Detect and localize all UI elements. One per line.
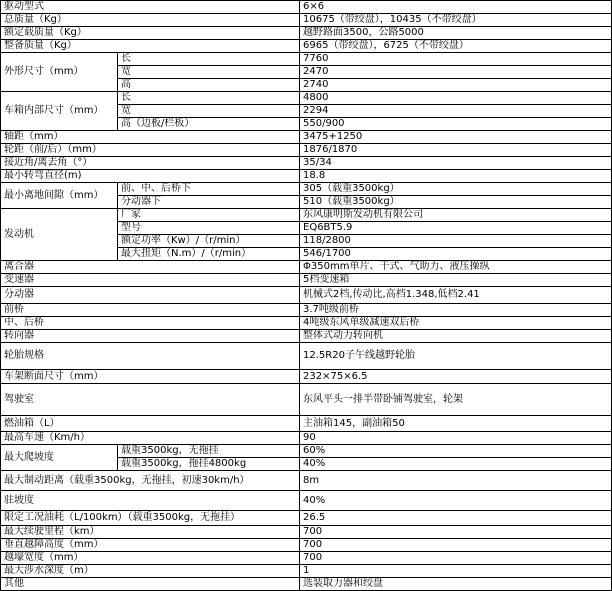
table-row	[1, 416, 612, 432]
table-row	[1, 157, 612, 170]
obstacle-height-label: 垂直越障高度（mm）	[1, 539, 300, 552]
table-row	[1, 578, 612, 591]
clearance-axle-value: 305（载重3500kg）	[300, 183, 612, 196]
frame-section-label: 车架断面尺寸（mm）	[1, 370, 300, 384]
mid-rear-axle-value: 4吨级东风单级减速双后桥	[300, 317, 612, 330]
obstacle-height-value: 700	[300, 539, 612, 552]
grade-trailer-label: 载重3500kg，拖挂4800kg	[118, 458, 300, 471]
wheelbase-label: 轴距（mm）	[1, 131, 300, 144]
gross-mass-value: 10675（带绞盘），10435（不带绞盘）	[300, 14, 612, 27]
grade-trailer-value: 40%	[300, 458, 612, 471]
table-row	[1, 539, 612, 552]
track-value: 1876/1870	[300, 144, 612, 157]
gearbox-value: 5档变速箱	[300, 274, 612, 287]
max-speed-label: 最高车速（Km/h）	[1, 432, 300, 445]
gearbox-label: 变速器	[1, 274, 300, 287]
drive-type-value: 6×6	[300, 1, 612, 14]
rated-load-label: 额定载质量（Kg）	[1, 27, 300, 40]
engine-model-label: 型号	[118, 222, 300, 235]
tyres-label: 轮胎规格	[1, 343, 300, 370]
table-row	[1, 445, 612, 458]
cargo-length-label: 长	[118, 92, 300, 105]
mid-rear-axle-label: 中、后桥	[1, 317, 300, 330]
cargo-dims-label: 车箱内部尺寸（mm）	[1, 92, 118, 131]
other-label: 其他	[1, 578, 300, 591]
overall-length-label: 长	[118, 53, 300, 66]
overall-length-value: 7760	[300, 53, 612, 66]
grade-no-trailer-value: 60%	[300, 445, 612, 458]
fording-depth-label: 最大涉水深度（m）	[1, 565, 300, 578]
gross-mass-label: 总质量（Kg）	[1, 14, 300, 27]
table-row	[1, 14, 612, 27]
fording-depth-value: 1	[300, 565, 612, 578]
range-label: 最大续驶里程（km）	[1, 526, 300, 539]
engine-maker-value: 东风康明斯发动机有限公司	[300, 209, 612, 222]
cargo-width-value: 2294	[300, 105, 612, 118]
table-row	[1, 40, 612, 53]
angles-label: 接近角/离去角（°）	[1, 157, 300, 170]
engine-power-value: 118/2800	[300, 235, 612, 248]
clutch-label: 离合器	[1, 261, 300, 274]
table-row	[1, 317, 612, 330]
table-row	[1, 491, 612, 511]
cab-value: 东风平头一排半带卧铺驾驶室，轮架	[300, 384, 612, 416]
track-label: 轮距（前/后）（mm）	[1, 144, 300, 157]
clearance-transfer-value: 510（载重3500kg）	[300, 196, 612, 209]
engine-power-label: 额定功率（Kw）/（r/min）	[118, 235, 300, 248]
max-speed-value: 90	[300, 432, 612, 445]
table-row	[1, 274, 612, 287]
engine-torque-label: 最大扭矩（N.m）/（r/min）	[118, 248, 300, 261]
table-row	[1, 209, 612, 222]
table-row	[1, 370, 612, 384]
clutch-value: Φ350mm单片、干式、气助力、液压操纵	[300, 261, 612, 274]
table-row	[1, 53, 612, 66]
other-value: 选装取力器和绞盘	[300, 578, 612, 591]
engine-label: 发动机	[1, 209, 118, 261]
transfer-case-value: 机械式2档,传动比,高档1.348,低档2.41	[300, 287, 612, 304]
turning-diameter-label: 最小转弯直径(m)	[1, 170, 300, 183]
drive-type-label: 驱动型式	[1, 1, 300, 14]
cargo-width-label: 宽	[118, 105, 300, 118]
front-axle-label: 前桥	[1, 304, 300, 317]
engine-maker-label: 厂家	[118, 209, 300, 222]
parking-grade-value: 40%	[300, 491, 612, 511]
frame-section-value: 232×75×6.5	[300, 370, 612, 384]
table-row	[1, 384, 612, 416]
overall-width-value: 2470	[300, 66, 612, 79]
overall-dims-label: 外形尺寸（mm）	[1, 53, 118, 92]
table-row	[1, 565, 612, 578]
overall-height-value: 2740	[300, 79, 612, 92]
table-row	[1, 27, 612, 40]
engine-model-value: EQ6BT5.9	[300, 222, 612, 235]
fuel-consumption-label: 限定工况油耗（L/100km）（载重3500kg，无拖挂）	[1, 511, 300, 526]
gradeability-label: 最大爬坡度	[1, 445, 118, 471]
trench-width-value: 700	[300, 552, 612, 565]
table-row	[1, 526, 612, 539]
cab-label: 驾驶室	[1, 384, 300, 416]
wheelbase-value: 3475+1250	[300, 131, 612, 144]
table-row	[1, 261, 612, 274]
angles-value: 35/34	[300, 157, 612, 170]
engine-torque-value: 546/1700	[300, 248, 612, 261]
ground-clearance-label: 最小离地间隙（mm）	[1, 183, 118, 209]
cargo-height-label: 高（边板/栏板）	[118, 118, 300, 131]
table-row	[1, 432, 612, 445]
fuel-consumption-value: 26.5	[300, 511, 612, 526]
range-value: 700	[300, 526, 612, 539]
front-axle-value: 3.7吨级前桥	[300, 304, 612, 317]
trench-width-label: 越壕宽度（mm）	[1, 552, 300, 565]
fuel-tank-value: 主油箱145，副油箱50	[300, 416, 612, 432]
steering-value: 整体式动力转向机	[300, 330, 612, 343]
rated-load-value: 越野路面3500，公路5000	[300, 27, 612, 40]
parking-grade-label: 驻坡度	[1, 491, 300, 511]
table-row	[1, 92, 612, 105]
table-row	[1, 552, 612, 565]
tyres-value: 12.5R20子午线越野轮胎	[300, 343, 612, 370]
table-row	[1, 343, 612, 370]
overall-width-label: 宽	[118, 66, 300, 79]
table-row	[1, 287, 612, 304]
table-row	[1, 304, 612, 317]
transfer-case-label: 分动器	[1, 287, 300, 304]
curb-mass-label: 整备质量（Kg）	[1, 40, 300, 53]
steering-label: 转向器	[1, 330, 300, 343]
overall-height-label: 高	[118, 79, 300, 92]
curb-mass-value: 6965（带绞盘），6725（不带绞盘）	[300, 40, 612, 53]
cargo-length-value: 4800	[300, 92, 612, 105]
clearance-axle-label: 前、中、后桥下	[118, 183, 300, 196]
turning-diameter-value: 18.8	[300, 170, 612, 183]
table-row	[1, 183, 612, 196]
table-row	[1, 330, 612, 343]
grade-no-trailer-label: 载重3500kg，无拖挂	[118, 445, 300, 458]
table-row	[1, 131, 612, 144]
table-row	[1, 1, 612, 14]
clearance-transfer-label: 分动器下	[118, 196, 300, 209]
fuel-tank-label: 燃油箱（L）	[1, 416, 300, 432]
table-row	[1, 170, 612, 183]
table-row	[1, 511, 612, 526]
braking-distance-value: 8m	[300, 471, 612, 491]
braking-distance-label: 最大制动距离（载重3500kg，无拖挂，初速30km/h）	[1, 471, 300, 491]
cargo-height-value: 550/900	[300, 118, 612, 131]
table-row	[1, 471, 612, 491]
table-row	[1, 144, 612, 157]
